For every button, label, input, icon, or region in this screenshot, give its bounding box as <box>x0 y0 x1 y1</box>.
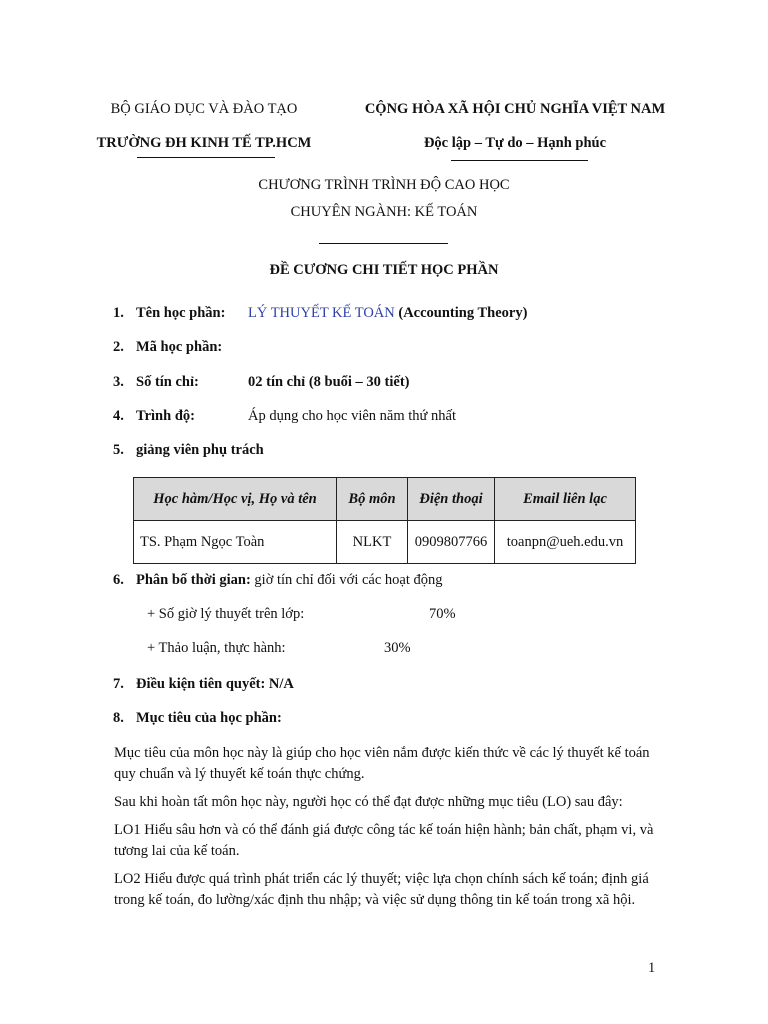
university-name: TRƯỜNG ĐH KINH TẾ TP.HCM <box>96 135 312 151</box>
item-number: 7. <box>113 676 124 692</box>
ministry-name: BỘ GIÁO DỤC VÀ ĐÀO TẠO <box>110 101 298 117</box>
item-number: 3. <box>113 374 124 390</box>
item-label-lecturer: giảng viên phụ trách <box>136 442 264 458</box>
motto-underline <box>451 160 588 161</box>
time-allocation-line <box>136 572 443 589</box>
email-cell: toanpn@ueh.edu.vn <box>495 521 636 564</box>
level-value: Áp dụng cho học viên năm thứ nhất <box>248 408 456 424</box>
table-row <box>134 521 636 564</box>
lecturer-name-cell: TS. Phạm Ngọc Toàn <box>134 521 337 564</box>
item-label-level: Trình độ: <box>136 408 195 424</box>
course-name-en: (Accounting Theory) <box>398 305 528 321</box>
practice-hours-label: + Thảo luận, thực hành: <box>147 640 286 656</box>
table-header: Học hàm/Học vị, Họ và tên <box>134 478 337 521</box>
item-label-objectives: Mục tiêu của học phần: <box>136 710 282 726</box>
department-cell: NLKT <box>337 521 408 564</box>
practice-hours-value: 30% <box>384 640 411 656</box>
item-label-course-name: Tên học phần: <box>136 305 226 321</box>
university-underline <box>137 157 275 158</box>
item-number: 4. <box>113 408 124 424</box>
national-motto: Độc lập – Tự do – Hạnh phúc <box>423 135 607 151</box>
page-number: 1 <box>648 960 656 976</box>
phone-cell: 0909807766 <box>408 521 495 564</box>
course-name-value <box>248 305 527 322</box>
document-title: ĐỀ CƯƠNG CHI TIẾT HỌC PHẦN <box>269 262 499 278</box>
program-major: CHUYÊN NGÀNH: KẾ TOÁN <box>290 204 478 220</box>
item-label-time: Phân bố thời gian: <box>136 572 251 588</box>
item-number: 5. <box>113 442 124 458</box>
theory-hours-label: + Số giờ lý thuyết trên lớp: <box>147 606 305 622</box>
objective-lo2: LO2 Hiểu được quá trình phát triển các lý thuyết; việc lựa chọn chính sách kế toán; định giá trong kế toán, đo lường/xác định thu nhập; và việc sử dụng thông tin kế toán trong xã hội. <box>114 871 649 908</box>
republic-name: CỘNG HÒA XÃ HỘI CHỦ NGHĨA VIỆT NAM <box>364 101 666 117</box>
objective-paragraph: Sau khi hoàn tất môn học này, người học có thể đạt được những mục tiêu (LO) sau đây: <box>114 794 623 810</box>
course-name-vi: LÝ THUYẾT KẾ TOÁN <box>248 305 395 321</box>
item-number: 2. <box>113 339 124 355</box>
objective-lo1: LO1 Hiểu sâu hơn và có thể đánh giá được công tác kế toán hiện hành; bản chất, phạm vi, và tương lai của kế toán. <box>114 822 654 859</box>
table-header: Bộ môn <box>337 478 408 521</box>
table-header: Điện thoại <box>408 478 495 521</box>
credits-value: 02 tín chỉ (8 buổi – 30 tiết) <box>248 374 410 390</box>
lecturer-table <box>133 477 636 564</box>
objective-paragraph: Mục tiêu của môn học này là giúp cho học viên nắm được kiến thức về các lý thuyết kế toán quy chuẩn và lý thuyết kế toán thực chứng. <box>114 745 650 782</box>
table-header: Email liên lạc <box>495 478 636 521</box>
program-title: CHƯƠNG TRÌNH TRÌNH ĐỘ CAO HỌC <box>258 177 510 193</box>
program-divider <box>319 243 448 244</box>
theory-hours-value: 70% <box>429 606 456 622</box>
item-label-prerequisite: Điều kiện tiên quyết: N/A <box>136 676 294 692</box>
item-number: 1. <box>113 305 124 321</box>
item-number: 8. <box>113 710 124 726</box>
item-label-course-code: Mã học phần: <box>136 339 223 355</box>
item-number: 6. <box>113 572 124 588</box>
item-label-credits: Số tín chỉ: <box>136 374 199 390</box>
time-allocation-desc: giờ tín chỉ đối với các hoạt động <box>254 572 443 588</box>
